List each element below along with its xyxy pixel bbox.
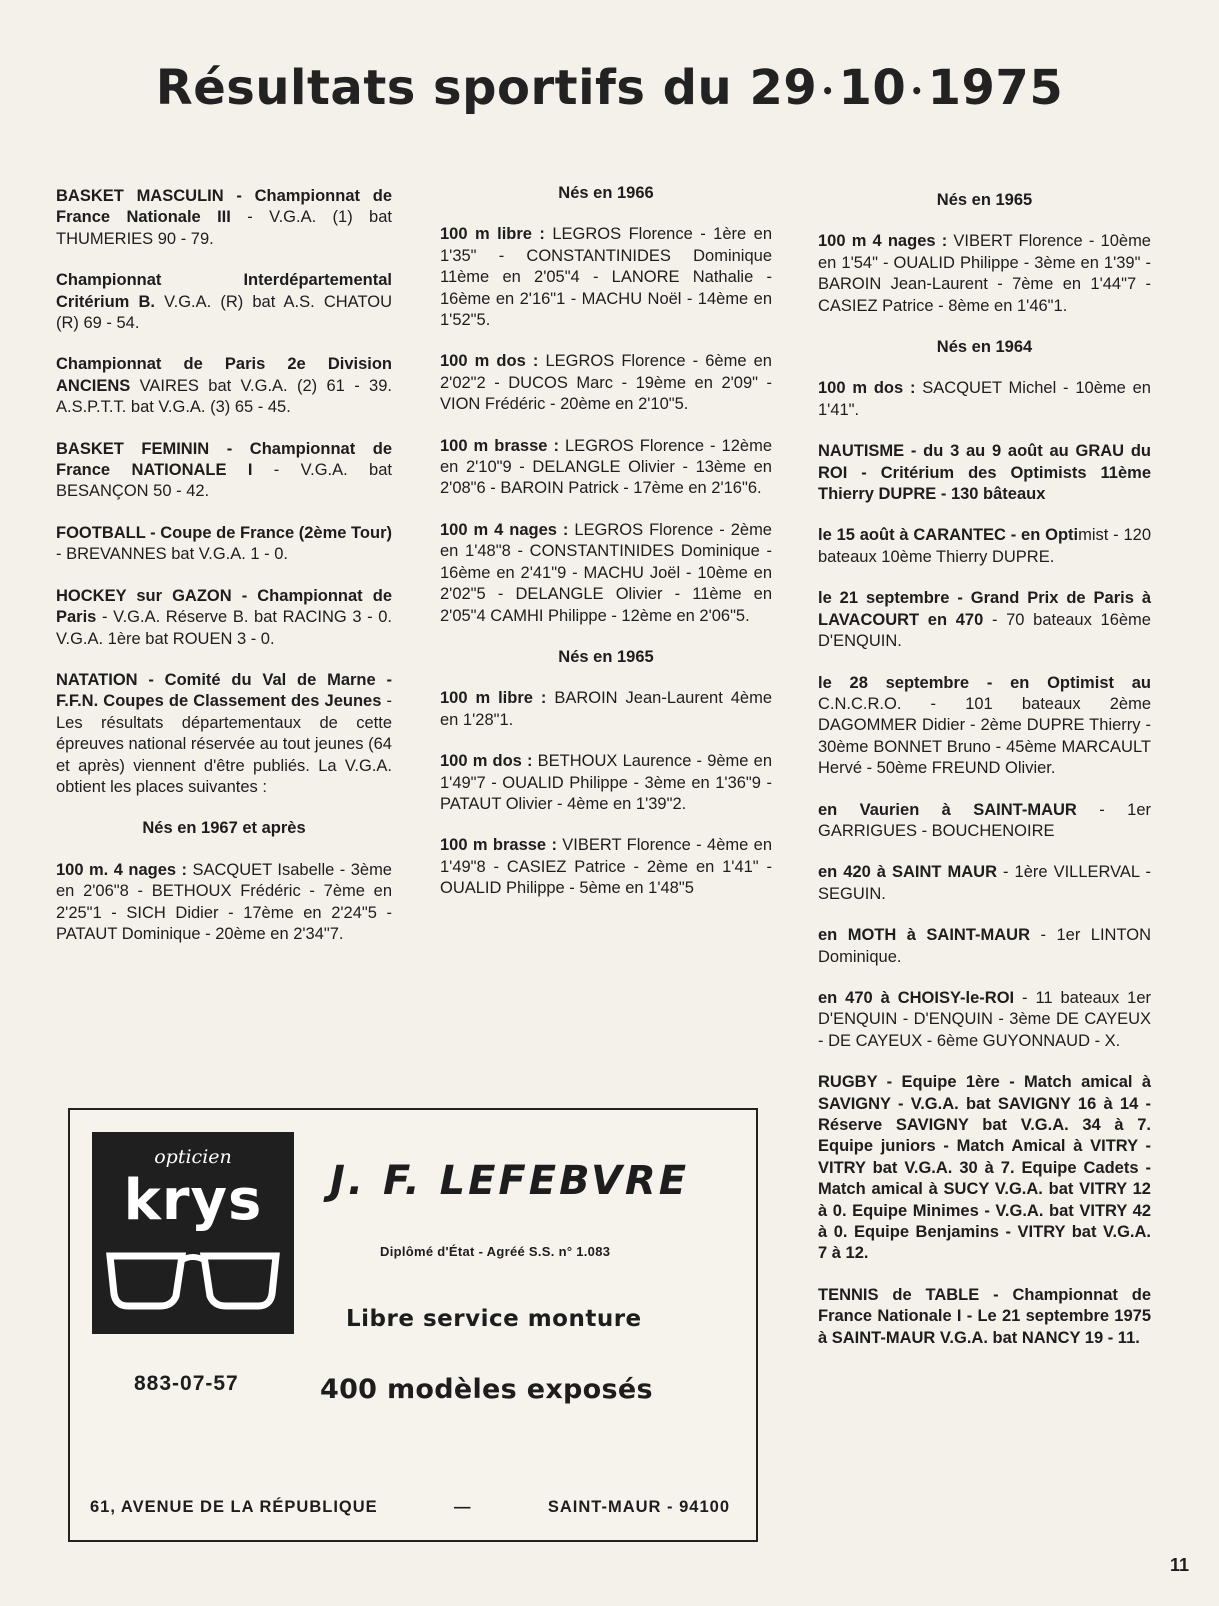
column-right [818,190,1151,1369]
paragraph-lead: FOOTBALL - Coupe de France (2ème Tour) [56,523,392,542]
result-paragraph [818,231,1151,317]
result-paragraph [440,751,772,815]
result-paragraph [818,925,1151,968]
paragraph-lead: 100 m dos : [440,752,533,771]
paragraph-body: V.G.A. (R) bat A.S. CHATOU (R) 69 - 54. [56,292,392,333]
paragraph-lead: 100 m dos : [440,352,539,371]
advertisement-krys [68,1108,758,1542]
paragraph-lead: 100 m brasse : [440,436,559,455]
paragraph-body: LEGROS Florence - 2ème en 1'48"8 - CONSTANTINIDES Dominique - 16ème en 2'41"9 - MACHU Joël - 10ème en 2'02"5 - DELANGLE Olivier - 11ème en 2'05"4 CAMHI Philippe - 12ème en 2'06"5. [440,520,772,625]
result-paragraph [818,588,1151,652]
paragraph-lead: en Vaurien à SAINT-MAUR [818,800,1077,819]
paragraph-body: LEGROS Florence - 1ère en 1'35" - CONSTANTINIDES Dominique 11ème en 2'05"4 - LANORE Nathalie - 16ème en 2'16"1 - MACHU Noël - 14ème en 1'52"5. [440,225,773,330]
optician-name: J. F. LEFEBVRE [330,1158,690,1204]
result-paragraph [818,525,1151,568]
paragraph-body: - 1er LINTON Dominique. [818,926,1151,966]
paragraph-lead: NATATION - Comité du Val de Marne - F.F.N. Coupes de Classement des Jeunes [56,670,392,711]
paragraph-body: VIBERT Florence - 4ème en 1'49"8 - CASIEZ Patrice - 2ème en 1'41" - OUALID Philippe - 5ème en 1'48"5 [440,836,772,898]
column-left [56,186,392,965]
section-heading: Nés en 1966 [558,184,654,202]
date-separator: • [910,79,924,103]
date-separator: • [821,79,835,103]
paragraph-body: SACQUET Michel - 10ème en 1'41". [818,379,1151,419]
result-paragraph [56,186,392,250]
address-line: 61, AVENUE DE LA RÉPUBLIQUE — SAINT-MAUR - 94100 [90,1498,730,1516]
page-number: 11 [1170,1555,1190,1575]
result-paragraph [818,800,1151,843]
paragraph-lead: en MOTH à SAINT-MAUR [818,926,1031,945]
result-paragraph [56,586,392,650]
result-paragraph [440,224,772,331]
paragraph-body: BAROIN Jean-Laurent 4ème en 1'28"1. [440,689,772,729]
paragraph-lead: 100 m brasse : [440,836,557,855]
result-paragraph [818,673,1151,780]
paragraph-lead: TENNIS de TABLE - Championnat de France Nationale I - Le 21 septembre 1975 à SAINT-MAUR V.G.A. bat NANCY 19 - 11. [818,1285,1151,1347]
krys-logo: opticien krys [92,1132,294,1334]
paragraph-body: - V.G.A. Réserve B. bat RACING 3 - 0. V.G.A. 1ère bat ROUEN 3 - 0. [56,608,392,648]
result-paragraph [440,835,772,899]
paragraph-body: - Les résultats départementaux de cette épreuves national réservée au tout jeunes (64 et après) viennent d'être publiés. La V.G.A. obtient les places suivantes : [56,692,392,796]
section-heading: Nés en 1967 et après [142,819,306,838]
paragraph-body: LEGROS Florence - 12ème en 2'10"9 - DELANGLE Olivier - 13ème en 2'08"6 - BAROIN Patrick - 17ème en 2'16"6. [440,436,773,498]
paragraph-lead: le 15 août à CARANTEC - en Opti [818,526,1079,545]
section-heading: Nés en 1965 [558,647,654,666]
glasses-icon [106,1250,280,1312]
paragraph-body: VAIRES bat V.G.A. (2) 61 - 39. A.S.P.T.T. bat V.G.A. (3) 65 - 45. [56,376,392,417]
paragraph-body: LEGROS Florence - 6ème en 2'02"2 - DUCOS Marc - 19ème en 2'09" - VION Frédéric - 20ème en 2'10"5. [440,352,772,414]
paragraph-lead: RUGBY - Equipe 1ère - Match amical à SAVIGNY - V.G.A. bat SAVIGNY 16 à 14 - Réserve SAVIGNY bat V.G.A. 34 à 7. Equipe juniors - Match Amical à VITRY - VITRY bat V.G.A. 30 à 7. Equipe Cadets - Match amical à SUCY V.G.A. bat VITRY 12 à 0. Equipe Minimes - V.G.A. bat VITRY 42 à 0. Equipe Benjamins - VITRY bat V.G.A. 7 à 12. [818,1073,1151,1263]
paragraph-body: SACQUET Isabelle - 3ème en 2'06"8 - BETHOUX Frédéric - 7ème en 2'25"1 - SICH Didier - 17ème en 2'24"5 - PATAUT Dominique - 20ème en 2'34"7. [56,860,392,943]
paragraph-body: mist - 120 bateaux 10ème Thierry DUPRE. [818,526,1151,566]
paragraph-body: - 1er GARRIGUES - BOUCHENOIRE [818,800,1151,840]
paragraph-body: - 70 bateaux 16ème D'ENQUIN. [818,610,1151,651]
column-middle [440,183,772,920]
diploma-line: Diplômé d'État - Agréé S.S. n° 1.083 [380,1244,611,1259]
result-paragraph [818,378,1151,421]
paragraph-body: C.N.C.R.O. - 101 bateaux 2ème DAGOMMER Didier - 2ème DUPRE Thierry - 30ème BONNET Bruno - 45ème MARCAULT Hervé - 50ème FREUND Olivier. [818,694,1151,778]
paragraph-lead: BASKET MASCULIN - Championnat de France Nationale III [56,187,392,227]
paragraph-lead: Championnat Interdépartemental Critérium B. [56,271,392,311]
result-paragraph [440,436,772,500]
result-paragraph [440,520,772,627]
result-paragraph [440,688,772,731]
section-heading: Nés en 1964 [936,338,1033,357]
result-paragraph [440,351,772,415]
paragraph-body: - BREVANNES bat V.G.A. 1 - 0. [56,545,289,564]
paragraph-lead: HOCKEY sur GAZON - Championnat de Paris [56,586,392,627]
models-line: 400 modèles exposés [320,1374,653,1405]
result-paragraph [818,1072,1151,1265]
paragraph-body: - 11 bateaux 1er D'ENQUIN - D'ENQUIN - 3ème DE CAYEUX - DE CAYEUX - 6ème GUYONNAUD - X. [818,988,1151,1050]
paragraph-body: - V.G.A. bat BESANÇON 50 - 42. [56,461,392,501]
result-paragraph [56,860,392,946]
result-paragraph [818,1285,1151,1349]
result-paragraph [56,439,392,503]
paragraph-body: - 1ère VILLERVAL - SEGUIN. [818,863,1151,903]
page-title: Résultats sportifs du 29 •10 •1975 [155,60,1064,116]
paragraph-lead: 100 m 4 nages : [440,520,569,539]
result-paragraph [818,988,1151,1052]
result-paragraph [56,670,392,798]
paragraph-lead: 100 m. 4 nages : [56,860,188,879]
section-heading: Nés en 1965 [936,191,1033,209]
paragraph-lead: 100 m 4 nages : [818,232,948,251]
paragraph-body: - V.G.A. (1) bat THUMERIES 90 - 79. [56,208,392,248]
result-paragraph [56,270,392,334]
paragraph-lead: 100 m dos : [818,379,916,398]
paragraph-lead: BASKET FEMININ - Championnat de France NATIONALE I [56,439,392,480]
result-paragraph [56,354,392,418]
paragraph-lead: le 28 septembre - en Optimist au [818,673,1151,692]
self-service-line: Libre service monture [346,1306,642,1332]
result-paragraph [818,862,1151,905]
paragraph-lead: en 470 à CHOISY-le-ROI [818,988,1015,1007]
paragraph-lead: en 420 à SAINT MAUR [818,863,998,882]
paragraph-lead: le 21 septembre - Grand Prix de Paris à LAVACOURT en 470 [818,589,1151,629]
paragraph-lead: 100 m libre : [440,689,547,708]
phone-number: 883-07-57 [134,1372,239,1395]
paragraph-lead: 100 m libre : [440,225,545,244]
paragraph-body: VIBERT Florence - 10ème en 1'54" - OUALID Philippe - 3ème en 1'39" - BAROIN Jean-Laurent - 7ème en 1'44"7 - CASIEZ Patrice - 8ème en 1'46"1. [818,232,1151,315]
paragraph-lead: NAUTISME - du 3 au 9 août au GRAU du ROI - Critérium des Optimists 11ème Thierry DUPRE - 130 bâteaux [818,442,1151,504]
paragraph-body: BETHOUX Laurence - 9ème en 1'49"7 - OUALID Philippe - 3ème en 1'36"9 - PATAUT Olivier - 4ème en 1'39"2. [440,752,772,813]
result-paragraph [818,441,1151,505]
paragraph-lead: Championnat de Paris 2e Division ANCIENS [56,355,392,395]
result-paragraph [56,523,392,566]
